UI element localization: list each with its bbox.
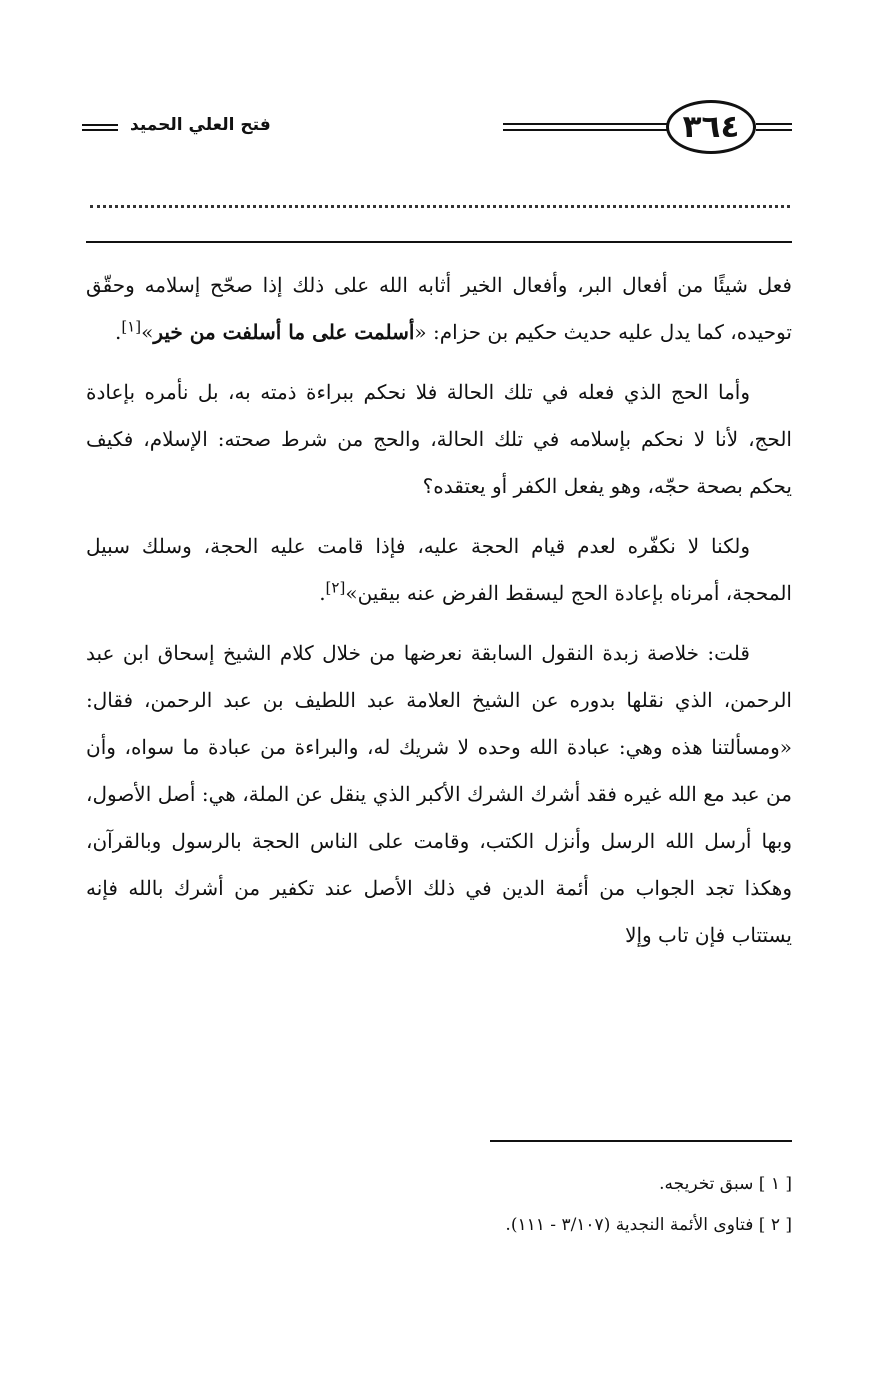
paragraph-1-text: فعل شيئًا من أفعال البر، وأفعال الخير أثابه الله على ذلك إذا صحّح إسلامه وحقّق توحيده، كما يدل عليه حديث حكيم بن حزام: « [86, 273, 792, 344]
footnote-2: [ ٢ ] فتاوى الأئمة النجدية (٣/١٠٧ - ١١١). [505, 1215, 792, 1235]
footnote-rule [490, 1140, 792, 1142]
paragraph-3-end: . [319, 581, 326, 605]
paragraph-1-end: . [114, 320, 122, 344]
footnote-ref-2: [٢] [325, 578, 346, 597]
main-text [86, 262, 792, 959]
hadith-quote: أسلمت على ما أسلفت من خير [153, 320, 415, 344]
footnote-1: [ ١ ] سبق تخريجه. [659, 1174, 792, 1194]
dotted-separator [90, 205, 790, 208]
header-rule-left [503, 123, 668, 131]
page-number: ٣٦٤ [666, 100, 756, 154]
running-title: فتح العلي الحميد [130, 115, 271, 135]
header-rule-right [756, 123, 792, 131]
footnote-ref-1: [١] [121, 317, 142, 336]
page-header [0, 98, 873, 160]
quote-close: » [141, 320, 154, 344]
footnotes [86, 1164, 792, 1246]
text-top-rule [86, 241, 792, 243]
paragraph-3-text: ولكنا لا نكفّره لعدم قيام الحجة عليه، فإذا قامت عليه الحجة، وسلك سبيل المحجة، أمرناه بإعادة الحج ليسقط الفرض عنه بيقين» [86, 534, 792, 605]
paragraph-2: وأما الحج الذي فعله في تلك الحالة فلا نحكم ببراءة ذمته به، بل نأمره بإعادة الحج، لأنا لا نحكم بإسلامه في تلك الحالة، والحج من شرط صحته: الإسلام، فكيف يحكم بصحة حجّه، وهو يفعل الكفر أو يعتقده؟ [86, 380, 792, 498]
paragraph-3 [86, 523, 792, 617]
paragraph-1 [86, 262, 792, 356]
running-title-rule [82, 124, 118, 131]
paragraph-4: قلت: خلاصة زبدة النقول السابقة نعرضها من خلال كلام الشيخ إسحاق ابن عبد الرحمن، الذي نقلها بدوره عن الشيخ العلامة عبد اللطيف بن عبد الرحمن، فقال: «ومسألتنا هذه وهي: عبادة الله وحده لا شريك له، والبراءة من عبادة ما سواه، وأن من عبد مع الله غيره فقد أشرك الشرك الأكبر الذي ينقل عن الملة، هي: أصل الأصول، وبها أرسل الله الرسل وأنزل الكتب، وقامت على الناس الحجة بالرسول وبالقرآن، وهكذا تجد الجواب من أئمة الدين في ذلك الأصل عند تكفير من أشرك بالله فإنه يستتاب فإن تاب وإلا [86, 641, 792, 947]
